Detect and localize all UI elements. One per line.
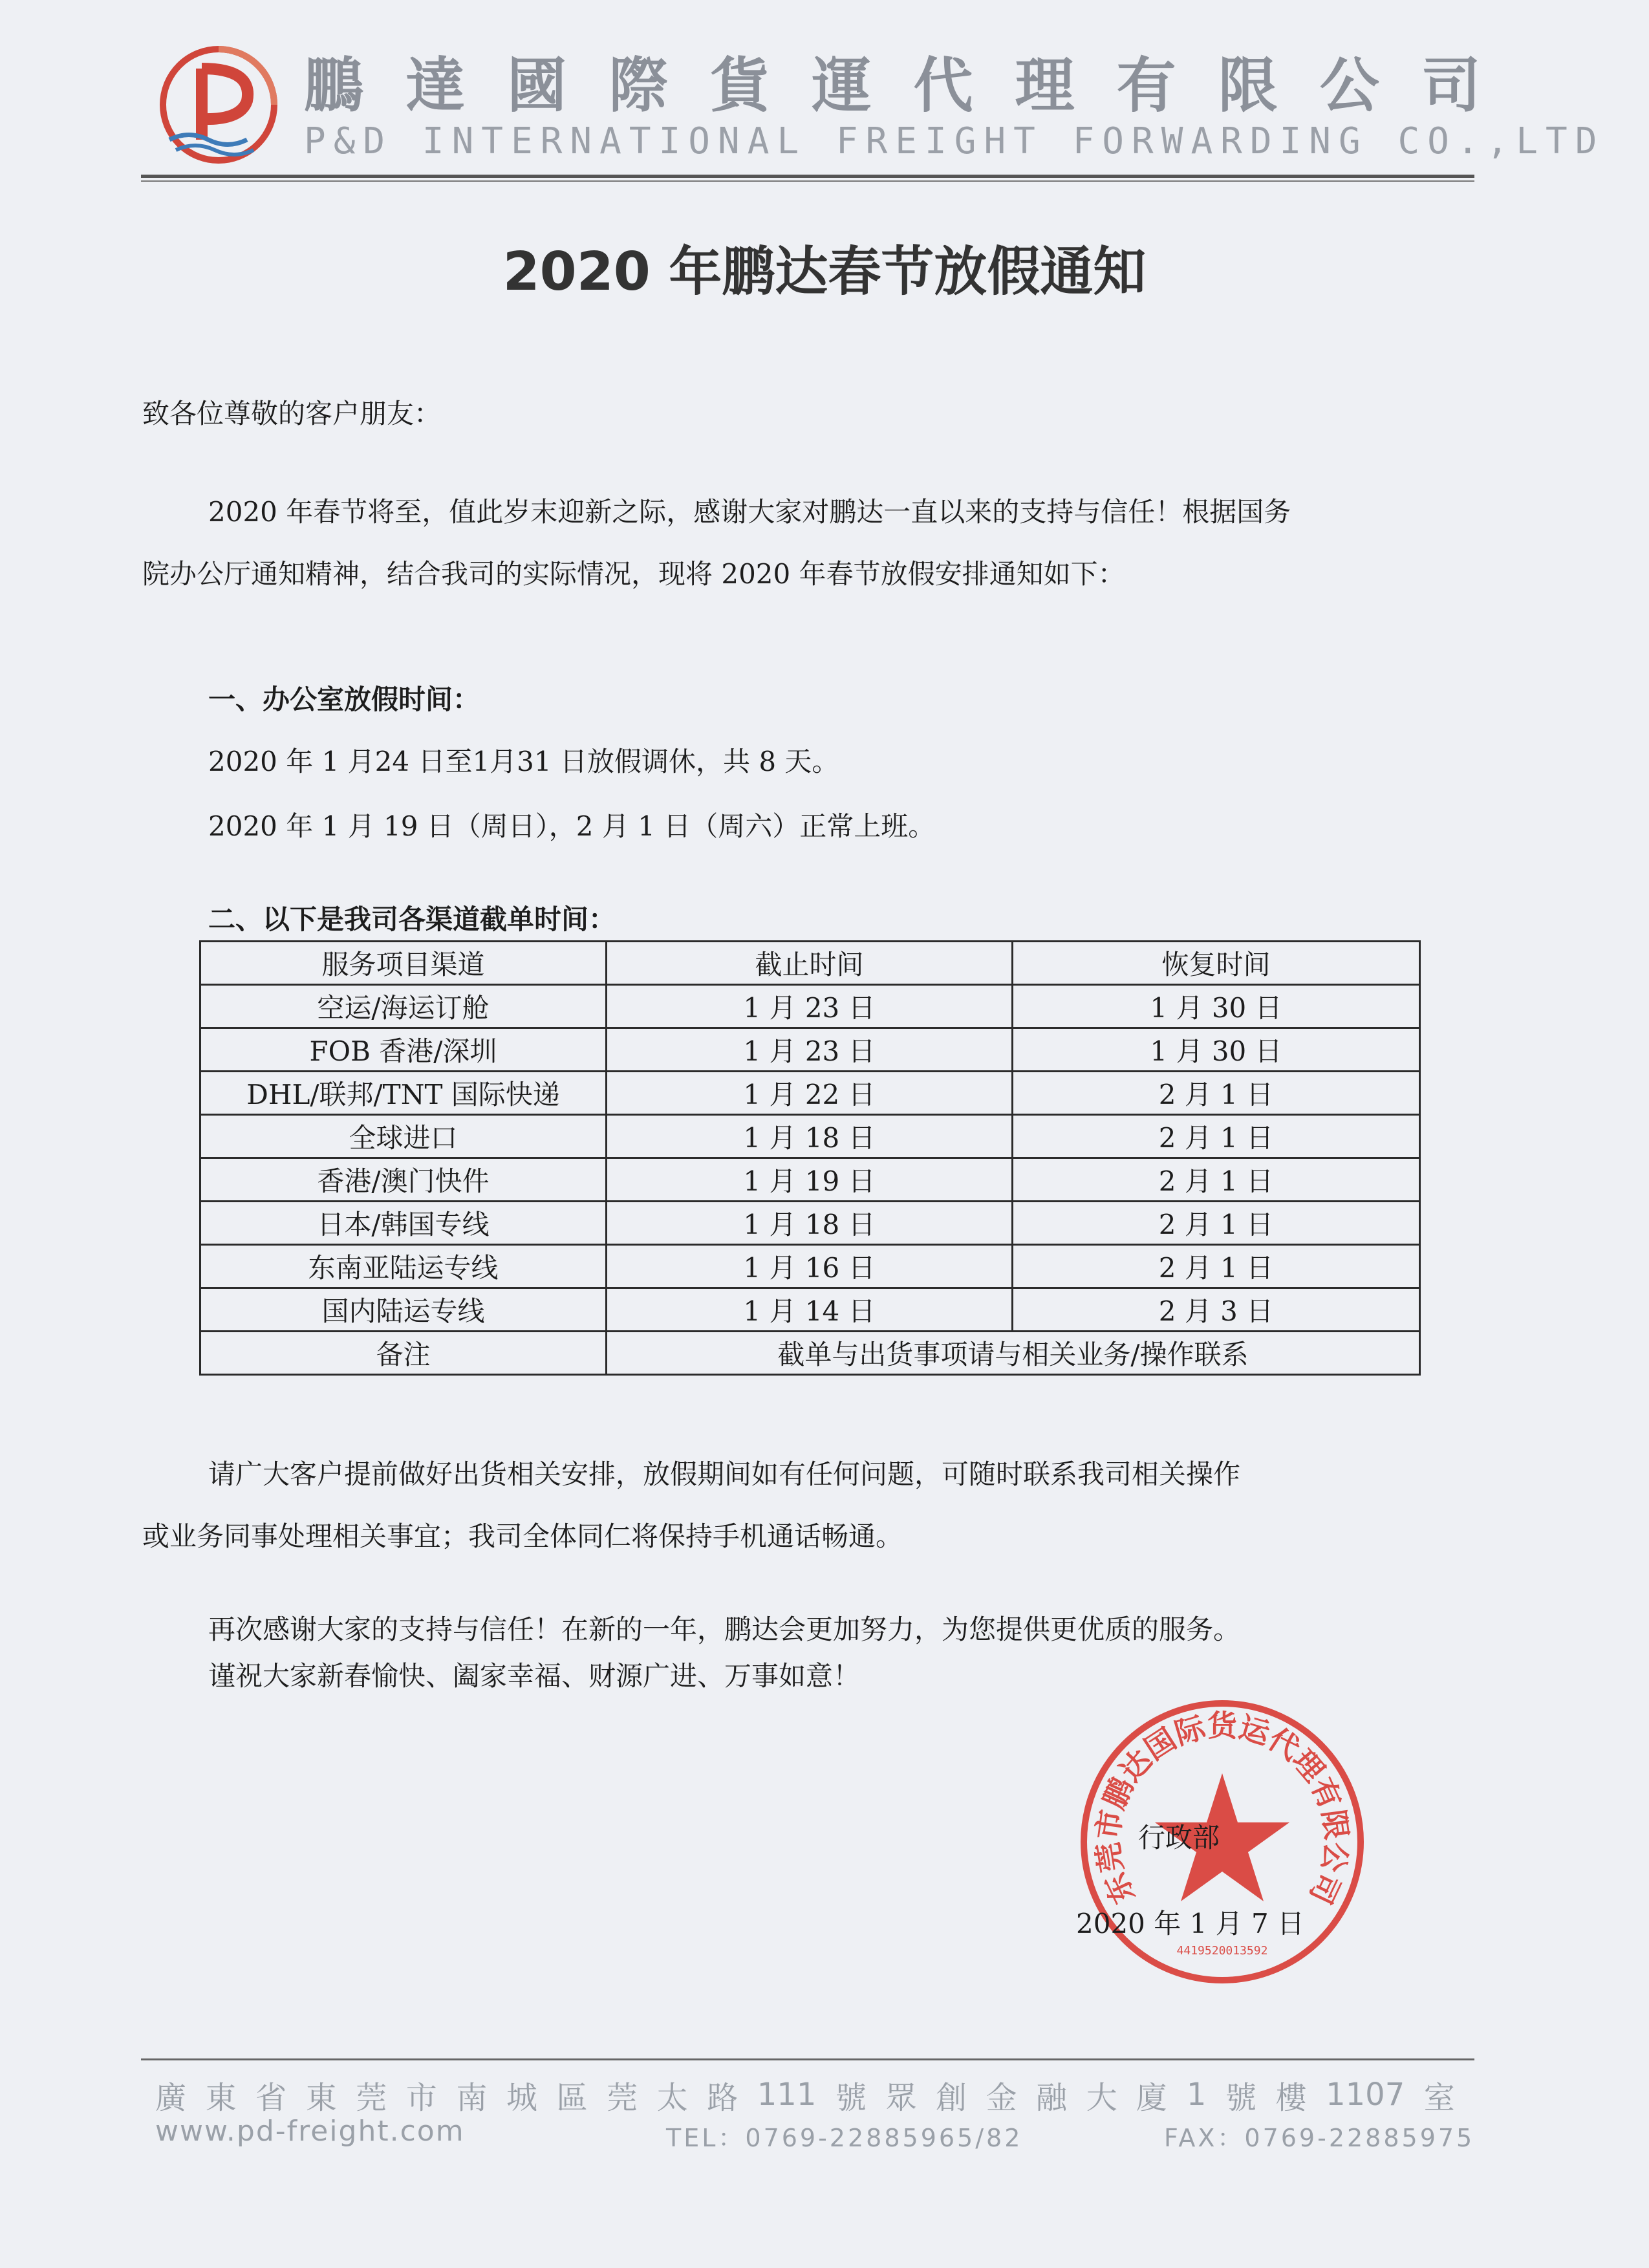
- service-channel: 空运/海运订舱: [200, 985, 607, 1028]
- company-name-char: 理: [1015, 51, 1075, 120]
- header-divider-thin: [141, 180, 1474, 182]
- seal-number: 4419520013592: [1176, 1944, 1268, 1958]
- table-row: [200, 985, 1420, 1028]
- intro-line-1: 2020 年春节将至，值此岁末迎新之际，感谢大家对鹏达一直以来的支持与信任！根据国务: [208, 496, 1291, 528]
- company-logo: [156, 43, 281, 167]
- service-channel: 香港/澳门快件: [200, 1158, 607, 1202]
- company-name-char: 際: [609, 51, 669, 120]
- address-char: 太: [656, 2079, 688, 2116]
- cutoff-schedule-table: [199, 940, 1421, 1376]
- notice-line-1: 请广大客户提前做好出货相关安排，放假期间如有任何问题，可随时联系我司相关操作: [208, 1458, 1241, 1490]
- cutoff-date: 1 月 18 日: [607, 1202, 1013, 1245]
- greeting: 致各位尊敬的客户朋友：: [142, 398, 442, 429]
- address-char: 號: [835, 2079, 867, 2116]
- closing-line-2: 谨祝大家新春愉快、阖家幸福、财源广进、万事如意！: [208, 1660, 861, 1692]
- table-row: [200, 1288, 1420, 1332]
- address-char: 眾: [885, 2079, 917, 2116]
- service-channel: FOB 香港/深圳: [200, 1028, 607, 1072]
- address-char: 融: [1036, 2079, 1068, 2116]
- footer-divider: [141, 2058, 1474, 2060]
- table-row: [200, 1202, 1420, 1245]
- address-char: 1: [1186, 2077, 1207, 2113]
- cutoff-date: 1 月 23 日: [607, 985, 1013, 1028]
- company-name-char: 司: [1421, 51, 1481, 120]
- table-row: [200, 1028, 1420, 1072]
- footer-telephone: TEL：0769-22885965/82: [666, 2124, 1023, 2152]
- address-char: 南: [456, 2079, 488, 2116]
- cutoff-date: 1 月 18 日: [607, 1115, 1013, 1158]
- column-header: 截止时间: [607, 942, 1013, 985]
- holiday-period: 2020 年 1 月24 日至1月31 日放假调休，共 8 天。: [208, 746, 839, 777]
- address-char: 路: [707, 2079, 738, 2116]
- column-header: 恢复时间: [1013, 942, 1420, 985]
- address-char: 金: [986, 2079, 1017, 2116]
- notice-title: 2020 年鹏达春节放假通知: [502, 241, 1147, 303]
- resume-date: 2 月 1 日: [1013, 1072, 1420, 1115]
- intro-line-2: 院办公厅通知精神，结合我司的实际情况，现将 2020 年春节放假安排通知如下：: [142, 558, 1125, 590]
- resume-date: 2 月 1 日: [1013, 1245, 1420, 1288]
- remark-text: 截单与出货事项请与相关业务/操作联系: [607, 1332, 1420, 1375]
- address-char: 區: [556, 2079, 588, 2116]
- table-row: [200, 1072, 1420, 1115]
- company-name-cn: [304, 45, 1481, 120]
- cutoff-date: 1 月 19 日: [607, 1158, 1013, 1202]
- company-name-char: 運: [812, 51, 872, 120]
- company-name-char: 公: [1319, 51, 1379, 120]
- address-char: 莞: [607, 2079, 638, 2116]
- resume-date: 1 月 30 日: [1013, 985, 1420, 1028]
- table-row: [200, 1245, 1420, 1288]
- section-2-heading: 二、以下是我司各渠道截单时间：: [208, 903, 616, 935]
- remark-label: 备注: [200, 1332, 607, 1375]
- address-char: 廈: [1136, 2079, 1168, 2116]
- notice-line-2: 或业务同事处理相关事宜；我司全体同仁将保持手机通话畅通。: [142, 1520, 903, 1552]
- service-channel: 东南亚陆运专线: [200, 1245, 607, 1288]
- footer-fax: FAX：0769-22885975: [1164, 2124, 1475, 2152]
- address-char: 城: [506, 2079, 537, 2116]
- address-char: 創: [936, 2079, 967, 2116]
- resume-date: 2 月 1 日: [1013, 1202, 1420, 1245]
- table-header-row: [200, 942, 1420, 985]
- address-char: 1107: [1326, 2077, 1405, 2113]
- cutoff-date: 1 月 14 日: [607, 1288, 1013, 1332]
- address-char: 室: [1423, 2079, 1455, 2116]
- company-name-char: 達: [405, 51, 466, 120]
- address-char: 東: [305, 2079, 337, 2116]
- resume-date: 2 月 3 日: [1013, 1288, 1420, 1332]
- footer-address: [155, 2075, 1455, 2115]
- address-char: 大: [1086, 2079, 1117, 2116]
- address-char: 號: [1225, 2079, 1256, 2116]
- cutoff-date: 1 月 16 日: [607, 1245, 1013, 1288]
- footer-website: www.pd-freight.com: [155, 2115, 465, 2148]
- address-char: 莞: [356, 2079, 387, 2116]
- service-channel: DHL/联邦/TNT 国际快递: [200, 1072, 607, 1115]
- address-char: 廣: [155, 2079, 187, 2116]
- service-channel: 全球进口: [200, 1115, 607, 1158]
- address-char: 省: [255, 2079, 287, 2116]
- company-name-char: 鵬: [304, 51, 364, 120]
- issue-date: 2020 年 1 月 7 日: [1076, 1908, 1305, 1939]
- table-remark-row: [200, 1332, 1420, 1375]
- address-char: 東: [205, 2079, 237, 2116]
- company-name-char: 限: [1218, 51, 1278, 120]
- cutoff-date: 1 月 22 日: [607, 1072, 1013, 1115]
- service-channel: 国内陆运专线: [200, 1288, 607, 1332]
- service-channel: 日本/韩国专线: [200, 1202, 607, 1245]
- address-char: 111: [757, 2077, 817, 2113]
- company-name-en: P&D INTERNATIONAL FREIGHT FORWARDING CO.,LTD: [304, 120, 1605, 162]
- company-name-char: 貨: [710, 51, 770, 120]
- table-row: [200, 1115, 1420, 1158]
- cutoff-date: 1 月 23 日: [607, 1028, 1013, 1072]
- resume-date: 1 月 30 日: [1013, 1028, 1420, 1072]
- address-char: 市: [405, 2079, 437, 2116]
- company-name-char: 國: [507, 51, 567, 120]
- address-char: 樓: [1275, 2079, 1307, 2116]
- company-name-char: 代: [913, 51, 973, 120]
- issuing-department: 行政部: [1138, 1822, 1220, 1853]
- column-header: 服务项目渠道: [200, 942, 607, 985]
- header-divider: [141, 175, 1474, 178]
- closing-line-1: 再次感谢大家的支持与信任！在新的一年，鹏达会更加努力，为您提供更优质的服务。: [208, 1614, 1241, 1645]
- workday-adjustment: 2020 年 1 月 19 日（周日），2 月 1 日（周六）正常上班。: [208, 810, 936, 842]
- resume-date: 2 月 1 日: [1013, 1158, 1420, 1202]
- table-row: [200, 1158, 1420, 1202]
- section-1-heading: 一、办公室放假时间：: [208, 684, 480, 715]
- resume-date: 2 月 1 日: [1013, 1115, 1420, 1158]
- company-name-char: 有: [1116, 51, 1176, 120]
- seal-ring-text: 东莞市鹏达国际货运代理有限公司: [1090, 1708, 1355, 1910]
